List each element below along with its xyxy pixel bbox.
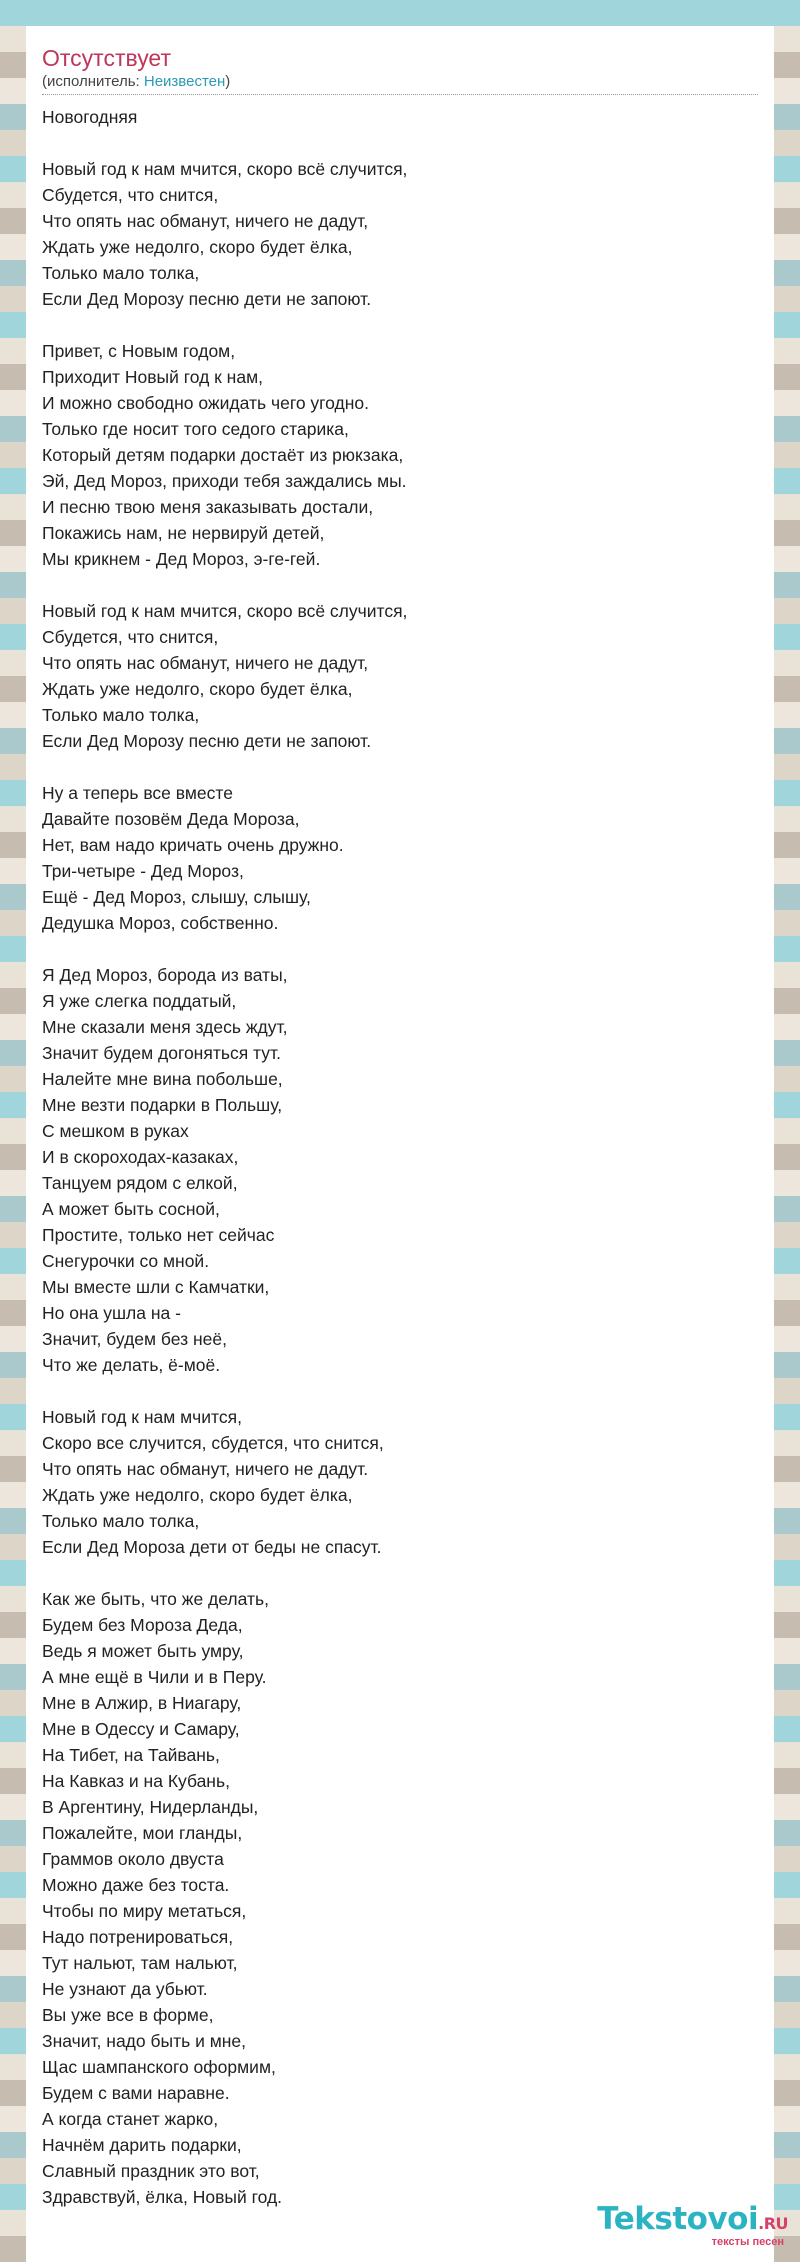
logo-wordmark	[597, 2201, 788, 2237]
dotted-divider	[42, 94, 758, 95]
artist-suffix: )	[225, 73, 231, 90]
site-logo[interactable]	[597, 2201, 788, 2248]
logo-tagline: тексты песен	[711, 2236, 784, 2248]
logo-tld: .RU	[758, 2214, 788, 2233]
lyrics-text: Новогодняя Новый год к нам мчится, скоро всё случится, Сбудется, что снится, Что опять нас обманут, ничего не дадут, Ждать уже недолго, скоро будет ёлка, Только мало толка, Если Дед Морозу песню дети не запоют. Привет, с Новым годом, Приходит Новый год к нам, И можно свободно ожидать чего угодно. Только где носит того седого старика, Который детям подарки достаёт из рюкзака, Эй, Дед Мороз, приходи тебя заждались мы. И песню твою меня заказывать достали, Покажись нам, не нервируй детей, Мы крикнем - Дед Мороз, э-ге-гей. Новый год к нам мчится, скоро всё случится, Сбудется, что снится, Что опять нас обманут, ничего не дадут, Ждать уже недолго, скоро будет ёлка, Только мало толка, Если Дед Морозу песню дети не запоют. Ну а теперь все вместе Давайте позовём Деда Мороза, Нет, вам надо кричать очень дружно. Три-четыре - Дед Мороз, Ещё - Дед Мороз, слышу, слышу, Дедушка Мороз, собственно. Я Дед Мороз, борода из ваты, Я уже слегка поддатый, Мне сказали меня здесь ждут, Значит будем догоняться тут. Налейте мне вина побольше, Мне везти подарки в Польшу, С мешком в руках И в скороходах-казаках, Танцуем рядом с елкой, А может быть сосной, Простите, только нет сейчас Снегурочки со мной. Мы вместе шли с Камчатки, Но она ушла на - Значит, будем без неё, Что же делать, ё-моё. Новый год к нам мчится, Скоро все случится, сбудется, что снится, Что опять нас обманут, ничего не дадут. Ждать уже недолго, скоро будет ёлка, Только мало толка, Если Дед Мороза дети от беды не спасут. Как же быть, что же делать, Будем без Мороза Деда, Ведь я может быть умру, А мне ещё в Чили и в Перу. Мне в Алжир, в Ниагару, Мне в Одессу и Самару, На Тибет, на Тайвань, На Кавказ и на Кубань, В Аргентину, Нидерланды, Пожалейте, мои гланды, Граммов около двуста Можно даже без тоста. Чтобы по миру метаться, Надо потренироваться, Тут нальют, там нальют, Не узнают да убьют. Вы уже все в форме, Значит, надо быть и мне, Щас шампанского оформим, Будем с вами наравне. А когда станет жарко, Начнём дарить подарки, Славный праздник это вот, Здравствуй, ёлка, Новый год.	[42, 107, 408, 2207]
logo-name: Tekstovoi	[597, 2201, 759, 2237]
artist-link[interactable]: Неизвестен	[143, 73, 226, 90]
song-title: Отсутствует	[42, 45, 171, 71]
artist-line	[42, 73, 230, 91]
song-card	[26, 26, 774, 2262]
artist-prefix: (исполнитель:	[42, 73, 144, 90]
